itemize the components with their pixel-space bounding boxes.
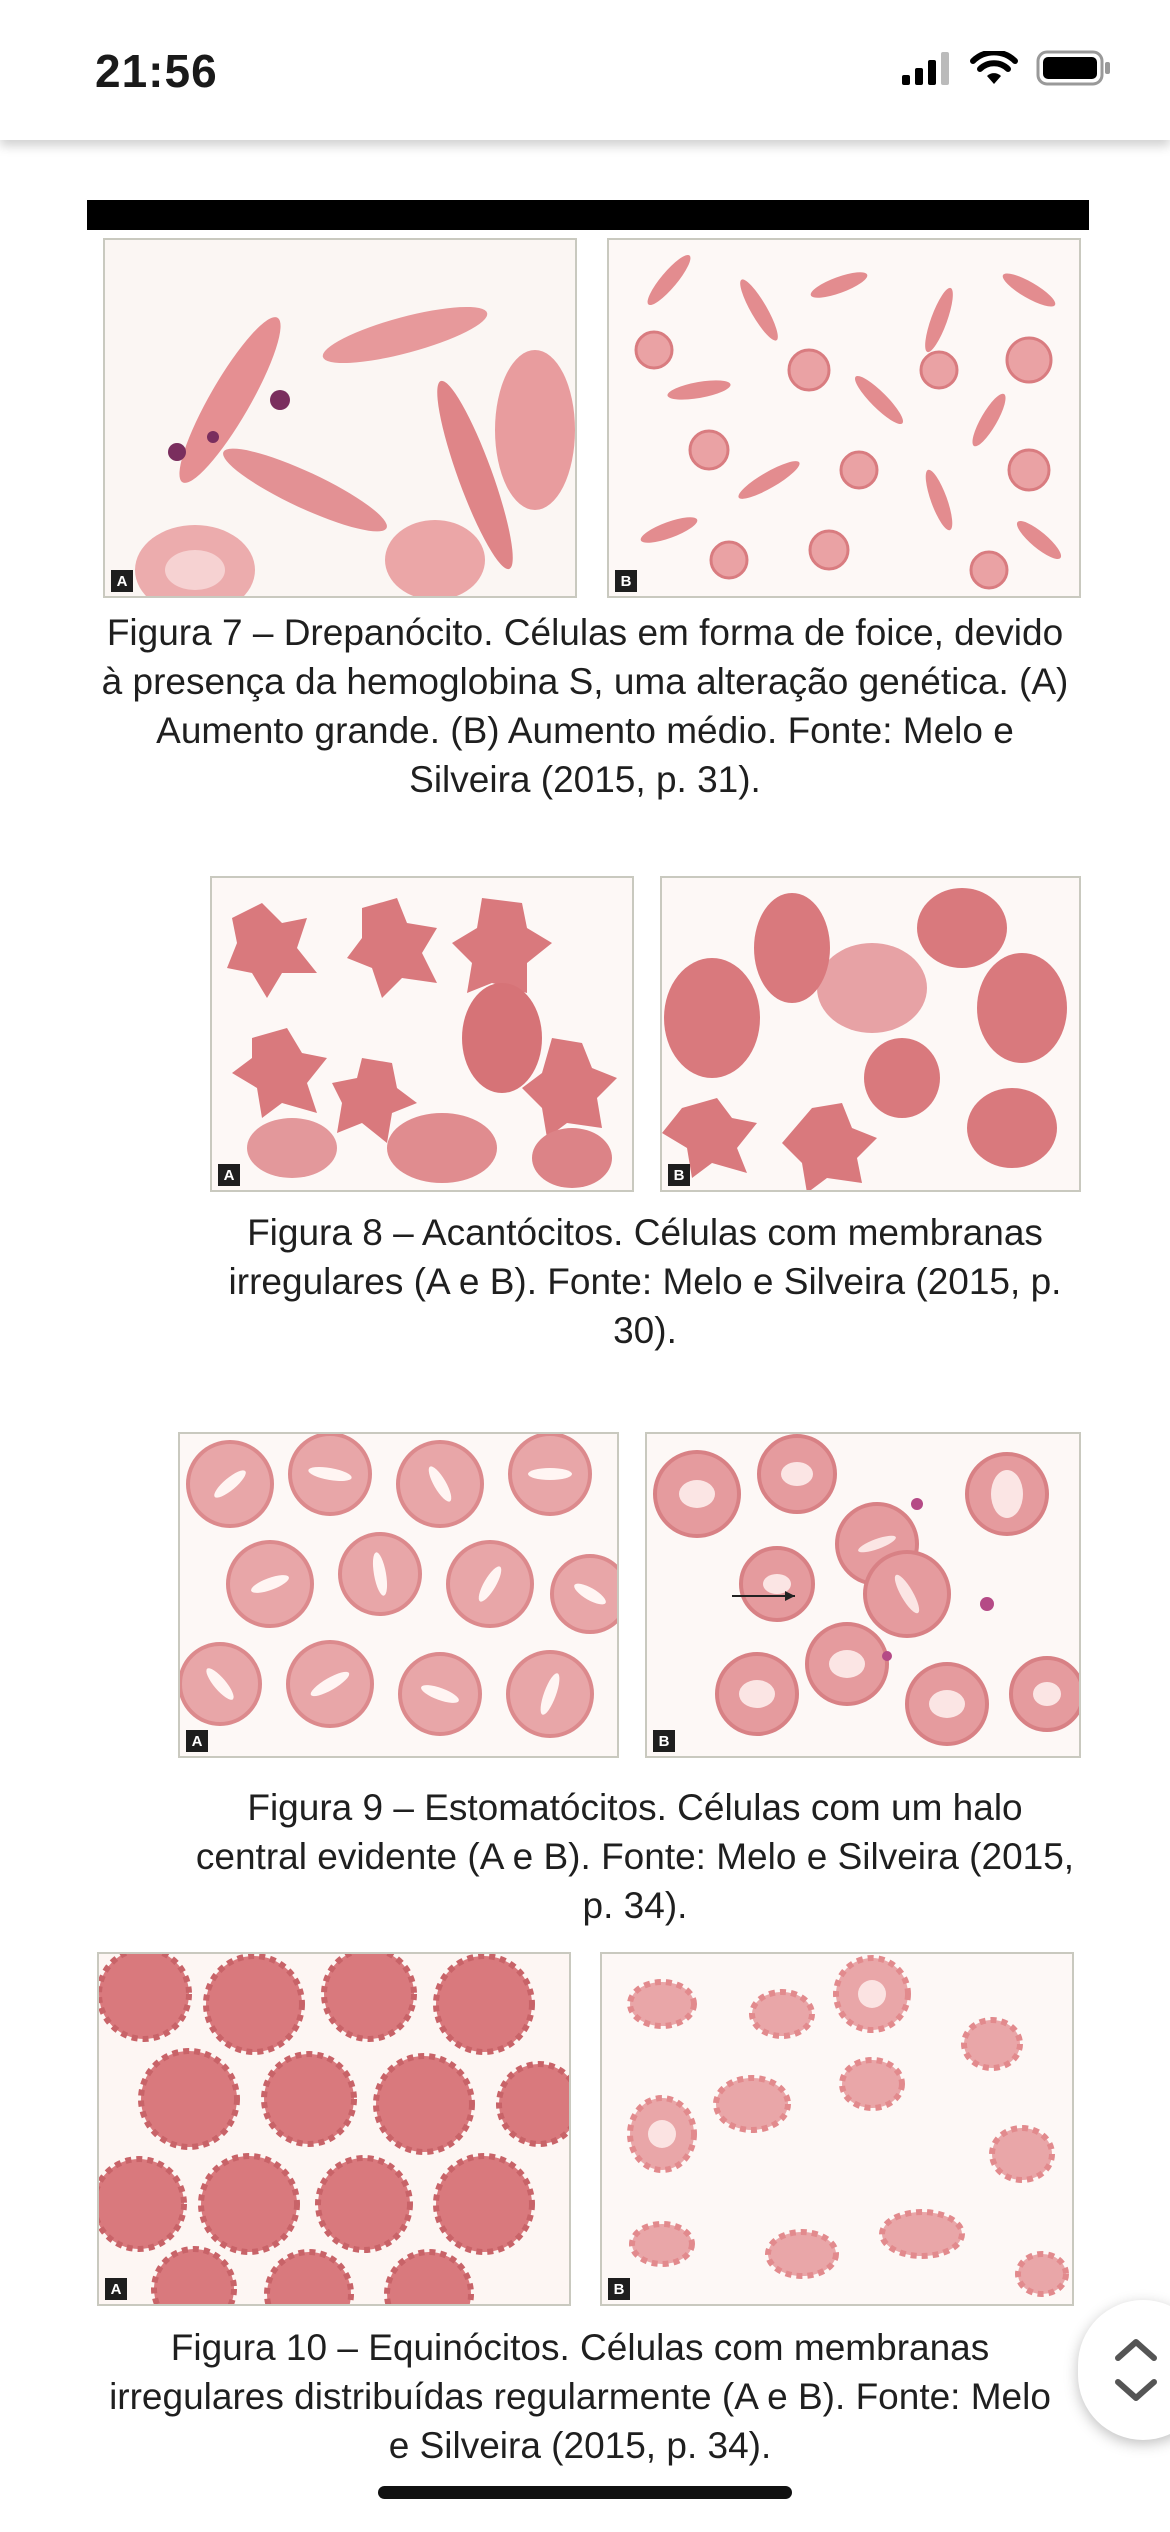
figure-10-panel-b — [600, 1952, 1074, 2306]
panel-label: B — [608, 2278, 630, 2300]
figure-8-panel-a — [210, 876, 634, 1192]
cellular-signal-icon — [900, 51, 952, 90]
image-top-border — [87, 200, 1089, 230]
figure-10-panel-a — [97, 1952, 571, 2306]
panel-label: A — [186, 1730, 208, 1752]
home-indicator[interactable] — [378, 2486, 792, 2499]
scroll-up-down-button[interactable] — [1078, 2300, 1170, 2440]
panel-label: A — [111, 570, 133, 592]
chevron-up-down-icon — [1078, 2300, 1170, 2440]
figure-8-panel-b — [660, 876, 1081, 1192]
panel-label: A — [218, 1164, 240, 1186]
figure-7-panel-b — [607, 238, 1081, 598]
panel-label: B — [615, 570, 637, 592]
panel-label: B — [653, 1730, 675, 1752]
figure-7-panel-a — [103, 238, 577, 598]
figure-10-caption: Figura 10 – Equinócitos. Células com membranas irregulares distribuídas regularmente (A e B). Fonte: Melo e Silveira (2015, p. 34). — [109, 2327, 1051, 2466]
figure-7-caption: Figura 7 – Drepanócito. Células em forma de foice, devido à presença da hemoglobina S, uma alteração genética. (A) Aumento grande. (B) Aumento médio. Fonte: Melo e Silveira (2015, p. 31). — [101, 612, 1069, 800]
figure-9-caption: Figura 9 – Estomatócitos. Células com um halo central evidente (A e B). Fonte: Melo e Silveira (2015, p. 34). — [195, 1787, 1075, 1926]
status-icons — [900, 50, 1112, 91]
figure-9-panel-a — [178, 1432, 619, 1758]
panel-label: A — [105, 2278, 127, 2300]
status-time: 21:56 — [95, 45, 218, 97]
panel-label: B — [668, 1164, 690, 1186]
figure-8-caption: Figura 8 – Acantócitos. Células com membranas irregulares (A e B). Fonte: Melo e Silveira (2015, p. 30). — [228, 1212, 1062, 1351]
status-bar — [0, 0, 1170, 140]
battery-icon — [1036, 50, 1112, 91]
figure-9-panel-b — [645, 1432, 1081, 1758]
wifi-icon — [970, 51, 1018, 90]
